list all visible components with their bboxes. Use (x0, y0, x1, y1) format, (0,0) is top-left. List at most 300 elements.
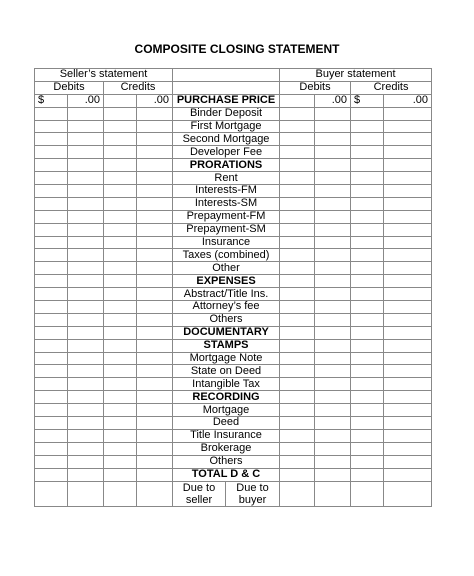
row-label: State on Deed (173, 365, 280, 378)
seller-debit-cell[interactable] (35, 326, 68, 339)
buyer-footer-cell[interactable] (280, 481, 315, 494)
seller-debit-cents[interactable] (68, 301, 104, 314)
label-header-blank (173, 69, 280, 82)
buyer-debit-cell[interactable] (280, 442, 315, 455)
buyer-debit-cell[interactable] (280, 223, 315, 236)
buyer-footer-cell[interactable] (384, 494, 432, 507)
seller-debit-cell[interactable] (35, 288, 68, 301)
buyer-credit-cents[interactable] (384, 442, 432, 455)
buyer-debit-cents-cell[interactable]: .00 (315, 94, 351, 107)
seller-debit-cell[interactable] (35, 429, 68, 442)
table-row (35, 313, 432, 326)
row-label: Second Mortgage (173, 133, 280, 146)
seller-footer-cell[interactable] (137, 494, 173, 507)
row-label: Intangible Tax (173, 378, 280, 391)
seller-debit-cents[interactable] (68, 378, 104, 391)
seller-credit-cell[interactable] (104, 159, 137, 172)
seller-credit-cell[interactable] (104, 275, 137, 288)
buyer-debit-cents[interactable] (315, 391, 351, 404)
buyer-credit-cents[interactable] (384, 223, 432, 236)
buyer-credit-cell[interactable] (351, 223, 384, 236)
buyer-debit-cell[interactable] (280, 120, 315, 133)
table-row (35, 120, 432, 133)
seller-debit-cents[interactable] (68, 146, 104, 159)
seller-debit-cell[interactable] (35, 210, 68, 223)
buyer-credit-cents[interactable] (384, 417, 432, 430)
seller-debit-cell[interactable] (35, 249, 68, 262)
seller-credit-cell[interactable] (104, 133, 137, 146)
seller-credit-cents[interactable] (137, 417, 173, 430)
buyer-credit-cell[interactable] (351, 468, 384, 481)
seller-debit-cell[interactable] (35, 133, 68, 146)
table-row (35, 391, 432, 404)
buyer-credit-cents[interactable] (384, 455, 432, 468)
seller-debit-cell[interactable] (35, 404, 68, 417)
due-to-buyer-label: buyer (226, 494, 280, 507)
seller-credit-cell[interactable] (104, 288, 137, 301)
buyer-debit-cell[interactable] (280, 352, 315, 365)
seller-debit-cell[interactable] (35, 313, 68, 326)
buyer-credit-cell[interactable] (351, 442, 384, 455)
buyer-credit-cents[interactable] (384, 468, 432, 481)
buyer-debit-cents[interactable] (315, 455, 351, 468)
seller-credit-cell[interactable] (104, 391, 137, 404)
row-label: Deed (173, 417, 280, 430)
seller-credit-cell[interactable] (104, 262, 137, 275)
buyer-debit-cents[interactable] (315, 275, 351, 288)
seller-debit-cents[interactable] (68, 172, 104, 185)
seller-debit-cents[interactable] (68, 210, 104, 223)
table-row (35, 326, 432, 339)
seller-debit-cents[interactable] (68, 197, 104, 210)
seller-debit-cell[interactable] (35, 417, 68, 430)
buyer-debit-cell[interactable] (280, 249, 315, 262)
seller-credit-cents[interactable] (137, 365, 173, 378)
buyer-debit-cell[interactable] (280, 313, 315, 326)
buyer-debit-cents[interactable] (315, 288, 351, 301)
buyer-debit-cell[interactable] (280, 365, 315, 378)
document-title: COMPOSITE CLOSING STATEMENT (134, 42, 340, 56)
buyer-credit-cell[interactable] (351, 185, 384, 198)
buyer-credit-cents[interactable] (384, 275, 432, 288)
buyer-credit-cell[interactable] (351, 455, 384, 468)
buyer-debit-cents[interactable] (315, 326, 351, 339)
seller-credit-cell[interactable] (104, 223, 137, 236)
table-row (35, 210, 432, 223)
seller-debit-cell[interactable] (35, 275, 68, 288)
buyer-credit-cell[interactable] (351, 236, 384, 249)
buyer-debit-cents[interactable] (315, 339, 351, 352)
table-row (35, 455, 432, 468)
buyer-debit-cell[interactable] (280, 172, 315, 185)
buyer-credit-cents[interactable] (384, 146, 432, 159)
buyer-credit-cents[interactable] (384, 133, 432, 146)
buyer-debit-cents[interactable] (315, 146, 351, 159)
due-to-seller-label: seller (173, 494, 226, 507)
buyer-debit-cents[interactable] (315, 404, 351, 417)
seller-credit-cents[interactable] (137, 120, 173, 133)
seller-credit-cell[interactable] (104, 352, 137, 365)
buyer-credit-cents[interactable] (384, 326, 432, 339)
buyer-credit-cents[interactable] (384, 429, 432, 442)
buyer-credit-cell[interactable] (351, 352, 384, 365)
closing-statement-table (34, 68, 432, 507)
buyer-debit-cents[interactable] (315, 429, 351, 442)
buyer-debit-cell[interactable] (280, 94, 315, 107)
table-row (35, 197, 432, 210)
buyer-debit-cell[interactable] (280, 391, 315, 404)
buyer-debit-cents[interactable] (315, 133, 351, 146)
buyer-credit-cell[interactable] (351, 159, 384, 172)
seller-credit-cell[interactable] (104, 429, 137, 442)
row-label: Title Insurance (173, 429, 280, 442)
row-label: Mortgage Note (173, 352, 280, 365)
buyer-credits-header: Credits (351, 81, 432, 94)
table-row (35, 378, 432, 391)
buyer-debit-cents[interactable] (315, 468, 351, 481)
buyer-credit-cell[interactable] (351, 275, 384, 288)
buyer-credit-cents[interactable] (384, 378, 432, 391)
buyer-debit-cents[interactable] (315, 313, 351, 326)
buyer-credit-cell[interactable] (351, 197, 384, 210)
buyer-credit-cents[interactable] (384, 210, 432, 223)
seller-credit-cents[interactable] (137, 262, 173, 275)
seller-credit-cents[interactable] (137, 326, 173, 339)
seller-debit-cents[interactable] (68, 417, 104, 430)
buyer-credit-cell[interactable] (351, 404, 384, 417)
buyer-debit-cents[interactable] (315, 120, 351, 133)
seller-debit-cell[interactable] (35, 185, 68, 198)
buyer-debit-cell[interactable] (280, 262, 315, 275)
seller-debit-cents[interactable] (68, 313, 104, 326)
seller-credit-cents[interactable] (137, 468, 173, 481)
seller-debit-cents[interactable] (68, 468, 104, 481)
seller-debit-cents[interactable] (68, 223, 104, 236)
seller-debit-cents[interactable] (68, 262, 104, 275)
buyer-debit-cents[interactable] (315, 210, 351, 223)
seller-credit-cell[interactable] (104, 339, 137, 352)
table-row (35, 442, 432, 455)
seller-debit-cell[interactable] (35, 352, 68, 365)
buyer-footer-cell[interactable] (280, 494, 315, 507)
seller-debit-cents[interactable] (68, 249, 104, 262)
seller-debit-cell[interactable] (35, 120, 68, 133)
buyer-debit-cents[interactable] (315, 378, 351, 391)
seller-credit-cell[interactable] (104, 417, 137, 430)
buyer-debit-cents[interactable] (315, 185, 351, 198)
buyer-debit-cents[interactable] (315, 197, 351, 210)
buyer-debit-cents[interactable] (315, 107, 351, 120)
buyer-credit-cell[interactable] (351, 365, 384, 378)
seller-credit-cell[interactable] (104, 94, 137, 107)
buyer-footer-cell[interactable] (351, 494, 384, 507)
buyer-debit-cell[interactable] (280, 404, 315, 417)
buyer-debit-cell[interactable] (280, 288, 315, 301)
seller-credit-cell[interactable] (104, 326, 137, 339)
table-row (35, 417, 432, 430)
buyer-debit-cell[interactable] (280, 378, 315, 391)
seller-footer-cell[interactable] (104, 494, 137, 507)
seller-debit-cents[interactable] (68, 404, 104, 417)
seller-debit-cents[interactable] (68, 133, 104, 146)
buyer-debit-cell[interactable] (280, 197, 315, 210)
table-row (35, 94, 432, 107)
seller-credit-cell[interactable] (104, 442, 137, 455)
table-row (35, 236, 432, 249)
buyer-credit-cell[interactable] (351, 339, 384, 352)
buyer-debit-cell[interactable] (280, 301, 315, 314)
seller-debit-cents[interactable] (68, 442, 104, 455)
buyer-credit-cents[interactable] (384, 391, 432, 404)
table-row (35, 133, 432, 146)
buyer-debit-cell[interactable] (280, 326, 315, 339)
header-row-1 (35, 69, 432, 82)
table-row (35, 429, 432, 442)
seller-debit-cell[interactable] (35, 197, 68, 210)
seller-debit-cell[interactable] (35, 159, 68, 172)
seller-debit-cell[interactable] (35, 223, 68, 236)
seller-credit-cents[interactable] (137, 133, 173, 146)
buyer-credit-cell[interactable] (351, 120, 384, 133)
seller-debit-cell[interactable] (35, 391, 68, 404)
buyer-credit-cell[interactable] (351, 249, 384, 262)
buyer-debits-header: Debits (280, 81, 351, 94)
buyer-credit-cents[interactable] (384, 404, 432, 417)
seller-footer-cell[interactable] (104, 481, 137, 494)
buyer-footer-cell[interactable] (384, 481, 432, 494)
seller-debit-cents-cell[interactable]: .00 (68, 94, 104, 107)
seller-credit-cents[interactable] (137, 197, 173, 210)
row-label: Abstract/Title Ins. (173, 288, 280, 301)
seller-credit-cents[interactable] (137, 275, 173, 288)
seller-credit-cents[interactable] (137, 146, 173, 159)
seller-credit-cents[interactable] (137, 210, 173, 223)
buyer-credit-cents[interactable] (384, 365, 432, 378)
seller-credit-cents[interactable] (137, 249, 173, 262)
buyer-debit-cents[interactable] (315, 442, 351, 455)
table-row (35, 262, 432, 275)
buyer-credit-cell[interactable] (351, 326, 384, 339)
seller-debit-cents[interactable] (68, 352, 104, 365)
seller-credit-cents[interactable] (137, 455, 173, 468)
table-row (35, 468, 432, 481)
seller-debit-cents[interactable] (68, 288, 104, 301)
buyer-debit-cell[interactable] (280, 417, 315, 430)
row-label: Binder Deposit (173, 107, 280, 120)
seller-debit-cents[interactable] (68, 455, 104, 468)
seller-credit-cents[interactable] (137, 442, 173, 455)
seller-debit-cell[interactable] (35, 378, 68, 391)
table-row (35, 249, 432, 262)
seller-credit-cell[interactable] (104, 120, 137, 133)
seller-credit-cents[interactable] (137, 391, 173, 404)
seller-credit-cents[interactable] (137, 159, 173, 172)
seller-debit-cents[interactable] (68, 365, 104, 378)
buyer-credit-cents[interactable] (384, 262, 432, 275)
buyer-debit-cents[interactable] (315, 262, 351, 275)
seller-credit-cents[interactable] (137, 313, 173, 326)
seller-credit-cents[interactable] (137, 172, 173, 185)
row-label: Other (173, 262, 280, 275)
buyer-credit-cents[interactable] (384, 313, 432, 326)
seller-credit-cell[interactable] (104, 313, 137, 326)
buyer-credit-cents[interactable] (384, 172, 432, 185)
seller-credit-cell[interactable] (104, 197, 137, 210)
seller-debit-cents[interactable] (68, 429, 104, 442)
buyer-debit-cell[interactable] (280, 275, 315, 288)
buyer-credit-cell[interactable] (351, 417, 384, 430)
seller-debit-cell[interactable] (35, 468, 68, 481)
seller-credit-cents[interactable] (137, 352, 173, 365)
buyer-credit-cents[interactable] (384, 249, 432, 262)
seller-debit-cell[interactable] (35, 236, 68, 249)
seller-credit-cell[interactable] (104, 378, 137, 391)
seller-debit-dollar-cell[interactable]: $ (35, 94, 68, 107)
buyer-credit-cents[interactable] (384, 301, 432, 314)
seller-credit-cents-cell[interactable]: .00 (137, 94, 173, 107)
seller-debit-cell[interactable] (35, 339, 68, 352)
buyer-debit-cell[interactable] (280, 133, 315, 146)
row-label: DOCUMENTARY (173, 326, 280, 339)
buyer-debit-cents[interactable] (315, 365, 351, 378)
buyer-credit-cents[interactable] (384, 159, 432, 172)
buyer-footer-cell[interactable] (351, 481, 384, 494)
buyer-credit-cents[interactable] (384, 339, 432, 352)
buyer-credit-cell[interactable] (351, 288, 384, 301)
row-label: STAMPS (173, 339, 280, 352)
seller-footer-cell[interactable] (35, 494, 68, 507)
seller-debit-cell[interactable] (35, 172, 68, 185)
buyer-debit-cents[interactable] (315, 236, 351, 249)
seller-credit-cents[interactable] (137, 339, 173, 352)
seller-credit-cell[interactable] (104, 185, 137, 198)
seller-debit-cents[interactable] (68, 159, 104, 172)
seller-credit-cents[interactable] (137, 429, 173, 442)
seller-debit-cents[interactable] (68, 326, 104, 339)
buyer-debit-cell[interactable] (280, 146, 315, 159)
buyer-credit-dollar-cell[interactable]: $ (351, 94, 384, 107)
seller-debit-cell[interactable] (35, 107, 68, 120)
seller-credit-cell[interactable] (104, 249, 137, 262)
table-row (35, 365, 432, 378)
buyer-debit-cents[interactable] (315, 417, 351, 430)
buyer-credit-cents[interactable] (384, 352, 432, 365)
row-label: TOTAL D & C (173, 468, 280, 481)
buyer-credit-cell[interactable] (351, 378, 384, 391)
seller-credit-cell[interactable] (104, 455, 137, 468)
table-row (35, 146, 432, 159)
seller-debit-cell[interactable] (35, 365, 68, 378)
seller-credit-cents[interactable] (137, 378, 173, 391)
seller-credit-cents[interactable] (137, 107, 173, 120)
buyer-footer-cell[interactable] (315, 481, 351, 494)
buyer-credit-cell[interactable] (351, 301, 384, 314)
seller-credit-cents[interactable] (137, 404, 173, 417)
buyer-credit-cents[interactable] (384, 107, 432, 120)
seller-credit-cell[interactable] (104, 301, 137, 314)
seller-debit-cents[interactable] (68, 107, 104, 120)
buyer-debit-cell[interactable] (280, 210, 315, 223)
seller-debit-cell[interactable] (35, 301, 68, 314)
seller-credit-cell[interactable] (104, 468, 137, 481)
buyer-debit-cell[interactable] (280, 107, 315, 120)
buyer-statement-header: Buyer statement (280, 69, 432, 82)
seller-credit-cents[interactable] (137, 185, 173, 198)
seller-debit-cell[interactable] (35, 455, 68, 468)
seller-footer-cell[interactable] (137, 481, 173, 494)
buyer-debit-cell[interactable] (280, 455, 315, 468)
seller-debit-cents[interactable] (68, 339, 104, 352)
seller-footer-cell[interactable] (68, 494, 104, 507)
buyer-credit-cents[interactable] (384, 120, 432, 133)
buyer-debit-cell[interactable] (280, 159, 315, 172)
seller-credit-cell[interactable] (104, 365, 137, 378)
buyer-credit-cents[interactable] (384, 288, 432, 301)
buyer-debit-cents[interactable] (315, 172, 351, 185)
seller-footer-cell[interactable] (35, 481, 68, 494)
seller-credit-cents[interactable] (137, 223, 173, 236)
buyer-credit-cell[interactable] (351, 172, 384, 185)
buyer-credit-cell[interactable] (351, 210, 384, 223)
seller-credit-cell[interactable] (104, 107, 137, 120)
buyer-debit-cents[interactable] (315, 223, 351, 236)
seller-footer-cell[interactable] (68, 481, 104, 494)
buyer-credit-cell[interactable] (351, 391, 384, 404)
buyer-credit-cents[interactable] (384, 197, 432, 210)
buyer-credit-cell[interactable] (351, 429, 384, 442)
buyer-credit-cell[interactable] (351, 313, 384, 326)
seller-credit-cents[interactable] (137, 288, 173, 301)
buyer-credit-cell[interactable] (351, 133, 384, 146)
row-label: RECORDING (173, 391, 280, 404)
buyer-credit-cents-cell[interactable]: .00 (384, 94, 432, 107)
buyer-credit-cents[interactable] (384, 185, 432, 198)
seller-debit-cents[interactable] (68, 275, 104, 288)
seller-debit-cents[interactable] (68, 391, 104, 404)
seller-credit-cell[interactable] (104, 146, 137, 159)
seller-credit-cell[interactable] (104, 210, 137, 223)
row-label: Insurance (173, 236, 280, 249)
table-row (35, 159, 432, 172)
seller-credit-cell[interactable] (104, 172, 137, 185)
buyer-debit-cell[interactable] (280, 236, 315, 249)
buyer-footer-cell[interactable] (315, 494, 351, 507)
seller-debit-cell[interactable] (35, 442, 68, 455)
buyer-debit-cell[interactable] (280, 429, 315, 442)
row-label: Others (173, 313, 280, 326)
seller-credit-cell[interactable] (104, 404, 137, 417)
seller-debit-cell[interactable] (35, 262, 68, 275)
seller-debit-cents[interactable] (68, 185, 104, 198)
buyer-debit-cents[interactable] (315, 249, 351, 262)
buyer-debit-cell[interactable] (280, 185, 315, 198)
buyer-debit-cell[interactable] (280, 468, 315, 481)
buyer-debit-cents[interactable] (315, 159, 351, 172)
buyer-debit-cell[interactable] (280, 339, 315, 352)
buyer-debit-cents[interactable] (315, 352, 351, 365)
buyer-credit-cell[interactable] (351, 262, 384, 275)
buyer-credit-cell[interactable] (351, 107, 384, 120)
buyer-credit-cents[interactable] (384, 236, 432, 249)
seller-debit-cents[interactable] (68, 120, 104, 133)
seller-debit-cents[interactable] (68, 236, 104, 249)
seller-credit-cents[interactable] (137, 301, 173, 314)
buyer-debit-cents[interactable] (315, 301, 351, 314)
seller-debit-cell[interactable] (35, 146, 68, 159)
buyer-credit-cell[interactable] (351, 146, 384, 159)
seller-credit-cell[interactable] (104, 236, 137, 249)
seller-credit-cents[interactable] (137, 236, 173, 249)
